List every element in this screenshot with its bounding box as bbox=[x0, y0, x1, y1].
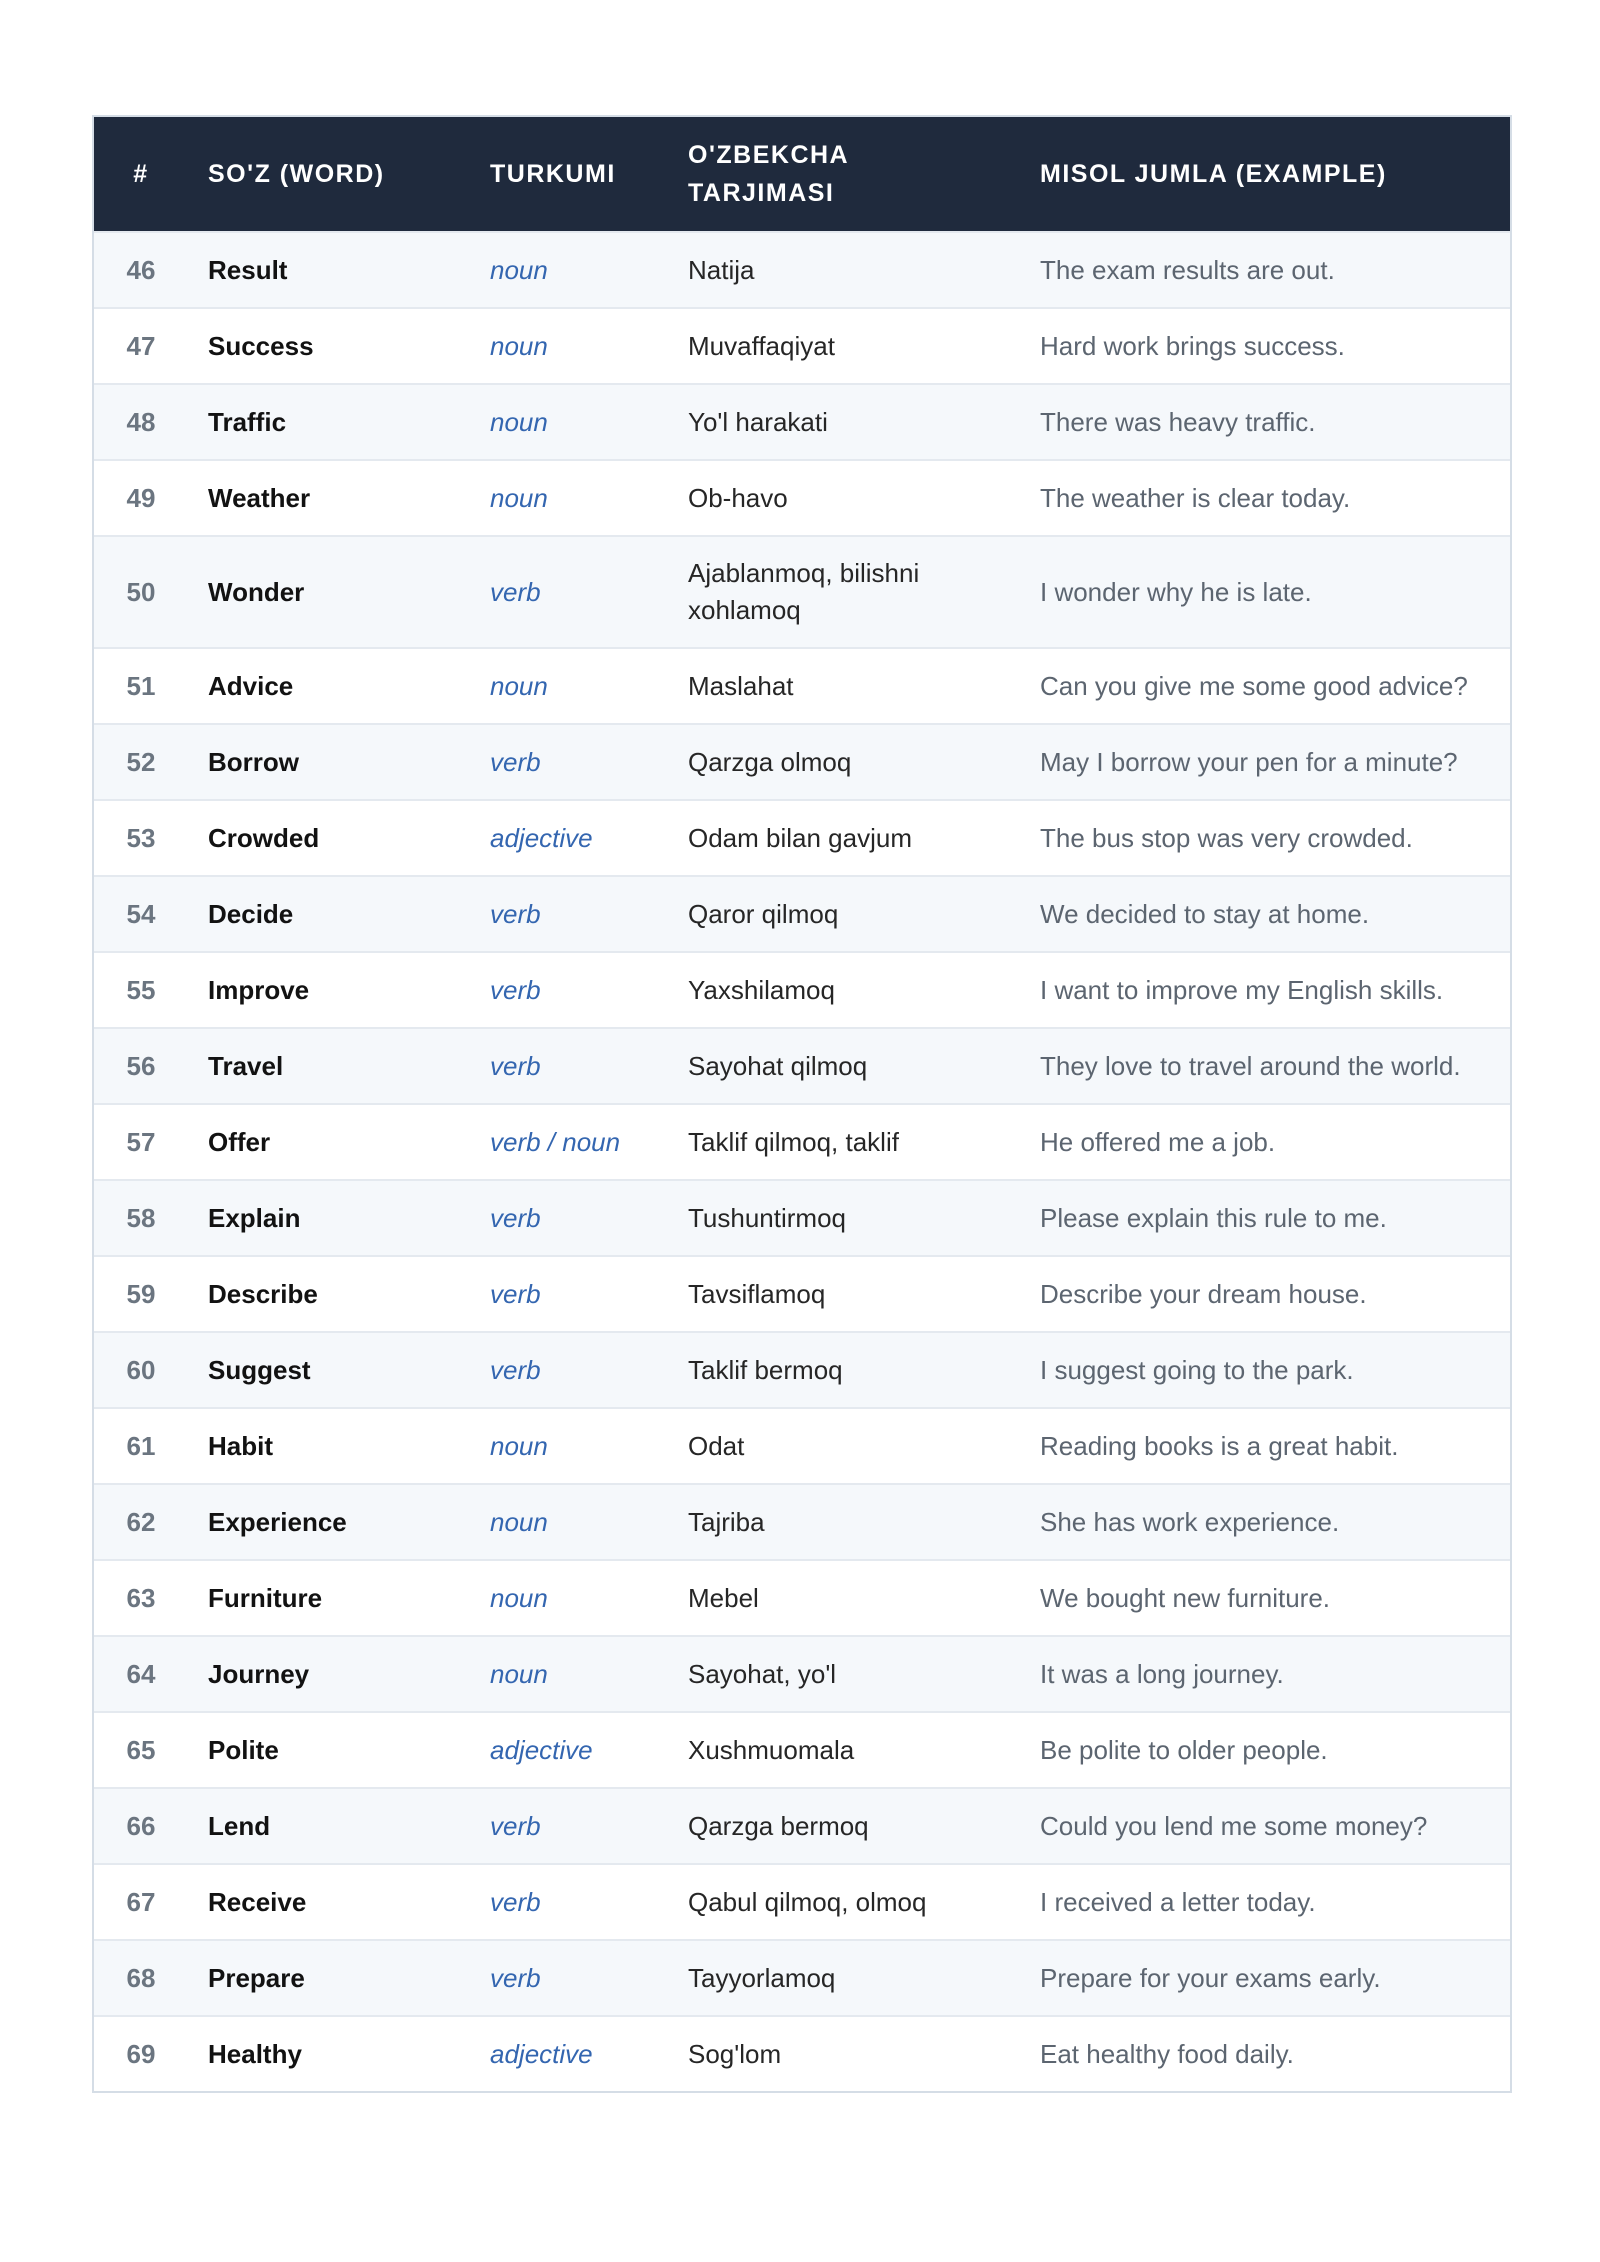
header-part-of-speech: TURKUMI bbox=[490, 160, 616, 188]
example-sentence-cell: Eat healthy food daily. bbox=[1020, 2016, 1512, 2091]
table-row bbox=[94, 1332, 1512, 1408]
uzbek-translation-cell: Sayohat, yo'l bbox=[668, 1636, 1020, 1712]
row-number: 68 bbox=[94, 1940, 188, 2016]
uzbek-translation-cell: Natija bbox=[668, 232, 1020, 308]
part-of-speech-cell: verb bbox=[470, 1256, 668, 1332]
uzbek-translation-cell: Sayohat qilmoq bbox=[668, 1028, 1020, 1104]
word-cell: Borrow bbox=[188, 724, 470, 800]
uzbek-translation-cell: Qaror qilmoq bbox=[668, 876, 1020, 952]
part-of-speech-cell: noun bbox=[470, 460, 668, 536]
word-cell: Crowded bbox=[188, 800, 470, 876]
row-number: 50 bbox=[94, 536, 188, 648]
word-cell: Habit bbox=[188, 1408, 470, 1484]
word-cell: Traffic bbox=[188, 384, 470, 460]
uzbek-translation-cell: Ajablanmoq, bilishni xohlamoq bbox=[668, 536, 1020, 648]
row-number: 58 bbox=[94, 1180, 188, 1256]
table-row bbox=[94, 1788, 1512, 1864]
row-number: 60 bbox=[94, 1332, 188, 1408]
table-row bbox=[94, 648, 1512, 724]
example-sentence-cell: There was heavy traffic. bbox=[1020, 384, 1512, 460]
word-cell: Wonder bbox=[188, 536, 470, 648]
word-cell: Lend bbox=[188, 1788, 470, 1864]
uzbek-translation-cell: Taklif bermoq bbox=[668, 1332, 1020, 1408]
part-of-speech-cell: noun bbox=[470, 384, 668, 460]
uzbek-translation-cell: Tavsiflamoq bbox=[668, 1256, 1020, 1332]
row-number: 55 bbox=[94, 952, 188, 1028]
example-sentence-cell: Can you give me some good advice? bbox=[1020, 648, 1512, 724]
row-number: 66 bbox=[94, 1788, 188, 1864]
example-sentence-cell: Hard work brings success. bbox=[1020, 308, 1512, 384]
word-cell: Prepare bbox=[188, 1940, 470, 2016]
table-header bbox=[94, 117, 1512, 232]
word-cell: Healthy bbox=[188, 2016, 470, 2091]
word-cell: Describe bbox=[188, 1256, 470, 1332]
part-of-speech-cell: noun bbox=[470, 648, 668, 724]
part-of-speech-cell: adjective bbox=[470, 800, 668, 876]
part-of-speech-cell: verb bbox=[470, 1788, 668, 1864]
row-number: 59 bbox=[94, 1256, 188, 1332]
uzbek-translation-cell: Sog'lom bbox=[668, 2016, 1020, 2091]
header-example: MISOL JUMLA (EXAMPLE) bbox=[1040, 160, 1387, 188]
row-number: 49 bbox=[94, 460, 188, 536]
example-sentence-cell: We bought new furniture. bbox=[1020, 1560, 1512, 1636]
row-number: 54 bbox=[94, 876, 188, 952]
part-of-speech-cell: verb bbox=[470, 1864, 668, 1940]
vocabulary-table-container bbox=[92, 115, 1512, 2093]
row-number: 65 bbox=[94, 1712, 188, 1788]
word-cell: Weather bbox=[188, 460, 470, 536]
header-uzbek-translation bbox=[668, 117, 1020, 232]
table-row bbox=[94, 1180, 1512, 1256]
word-cell: Offer bbox=[188, 1104, 470, 1180]
row-number: 62 bbox=[94, 1484, 188, 1560]
table-row bbox=[94, 460, 1512, 536]
example-sentence-cell: Prepare for your exams early. bbox=[1020, 1940, 1512, 2016]
table-row bbox=[94, 536, 1512, 648]
part-of-speech-cell: noun bbox=[470, 1484, 668, 1560]
row-number: 52 bbox=[94, 724, 188, 800]
example-sentence-cell: It was a long journey. bbox=[1020, 1636, 1512, 1712]
row-number: 64 bbox=[94, 1636, 188, 1712]
uzbek-translation-cell: Taklif qilmoq, taklif bbox=[668, 1104, 1020, 1180]
example-sentence-cell: They love to travel around the world. bbox=[1020, 1028, 1512, 1104]
word-cell: Receive bbox=[188, 1864, 470, 1940]
table-body bbox=[94, 232, 1512, 2091]
table-row bbox=[94, 232, 1512, 308]
example-sentence-cell: The exam results are out. bbox=[1020, 232, 1512, 308]
part-of-speech-cell: verb bbox=[470, 724, 668, 800]
table-row bbox=[94, 724, 1512, 800]
row-number: 56 bbox=[94, 1028, 188, 1104]
uzbek-translation-cell: Tayyorlamoq bbox=[668, 1940, 1020, 2016]
part-of-speech-cell: noun bbox=[470, 1560, 668, 1636]
header-uzbek-line2: TARJIMASI bbox=[688, 179, 835, 207]
row-number: 63 bbox=[94, 1560, 188, 1636]
row-number: 57 bbox=[94, 1104, 188, 1180]
table-row bbox=[94, 308, 1512, 384]
table-row bbox=[94, 1636, 1512, 1712]
table-row bbox=[94, 876, 1512, 952]
table-row bbox=[94, 2016, 1512, 2091]
part-of-speech-cell: verb / noun bbox=[470, 1104, 668, 1180]
word-cell: Experience bbox=[188, 1484, 470, 1560]
table-row bbox=[94, 1256, 1512, 1332]
vocabulary-table bbox=[94, 117, 1512, 2091]
uzbek-translation-cell: Maslahat bbox=[668, 648, 1020, 724]
word-cell: Journey bbox=[188, 1636, 470, 1712]
part-of-speech-cell: noun bbox=[470, 1408, 668, 1484]
part-of-speech-cell: verb bbox=[470, 1028, 668, 1104]
example-sentence-cell: The weather is clear today. bbox=[1020, 460, 1512, 536]
uzbek-translation-cell: Muvaffaqiyat bbox=[668, 308, 1020, 384]
table-row bbox=[94, 1408, 1512, 1484]
part-of-speech-cell: verb bbox=[470, 876, 668, 952]
row-number: 51 bbox=[94, 648, 188, 724]
header-number: # bbox=[133, 160, 149, 188]
example-sentence-cell: She has work experience. bbox=[1020, 1484, 1512, 1560]
uzbek-translation-cell: Qarzga bermoq bbox=[668, 1788, 1020, 1864]
header-row bbox=[94, 117, 1512, 232]
part-of-speech-cell: verb bbox=[470, 536, 668, 648]
table-row bbox=[94, 384, 1512, 460]
uzbek-translation-cell: Mebel bbox=[668, 1560, 1020, 1636]
part-of-speech-cell: adjective bbox=[470, 1712, 668, 1788]
table-row bbox=[94, 1028, 1512, 1104]
table-row bbox=[94, 952, 1512, 1028]
uzbek-translation-cell: Tajriba bbox=[668, 1484, 1020, 1560]
part-of-speech-cell: verb bbox=[470, 952, 668, 1028]
example-sentence-cell: The bus stop was very crowded. bbox=[1020, 800, 1512, 876]
uzbek-translation-cell: Qabul qilmoq, olmoq bbox=[668, 1864, 1020, 1940]
uzbek-translation-cell: Odam bilan gavjum bbox=[668, 800, 1020, 876]
example-sentence-cell: Reading books is a great habit. bbox=[1020, 1408, 1512, 1484]
word-cell: Travel bbox=[188, 1028, 470, 1104]
example-sentence-cell: I suggest going to the park. bbox=[1020, 1332, 1512, 1408]
example-sentence-cell: Be polite to older people. bbox=[1020, 1712, 1512, 1788]
word-cell: Furniture bbox=[188, 1560, 470, 1636]
part-of-speech-cell: noun bbox=[470, 308, 668, 384]
row-number: 47 bbox=[94, 308, 188, 384]
table-row bbox=[94, 1712, 1512, 1788]
uzbek-translation-cell: Yo'l harakati bbox=[668, 384, 1020, 460]
row-number: 69 bbox=[94, 2016, 188, 2091]
row-number: 53 bbox=[94, 800, 188, 876]
uzbek-translation-cell: Xushmuomala bbox=[668, 1712, 1020, 1788]
word-cell: Decide bbox=[188, 876, 470, 952]
uzbek-translation-cell: Odat bbox=[668, 1408, 1020, 1484]
table-row bbox=[94, 800, 1512, 876]
header-uzbek-line1: O'ZBEKCHA bbox=[688, 141, 850, 169]
table-row bbox=[94, 1560, 1512, 1636]
table-row bbox=[94, 1484, 1512, 1560]
part-of-speech-cell: verb bbox=[470, 1332, 668, 1408]
word-cell: Polite bbox=[188, 1712, 470, 1788]
uzbek-translation-cell: Ob-havo bbox=[668, 460, 1020, 536]
part-of-speech-cell: verb bbox=[470, 1940, 668, 2016]
row-number: 46 bbox=[94, 232, 188, 308]
part-of-speech-cell: noun bbox=[470, 232, 668, 308]
example-sentence-cell: Please explain this rule to me. bbox=[1020, 1180, 1512, 1256]
word-cell: Suggest bbox=[188, 1332, 470, 1408]
example-sentence-cell: Describe your dream house. bbox=[1020, 1256, 1512, 1332]
example-sentence-cell: We decided to stay at home. bbox=[1020, 876, 1512, 952]
table-row bbox=[94, 1940, 1512, 2016]
word-cell: Explain bbox=[188, 1180, 470, 1256]
word-cell: Improve bbox=[188, 952, 470, 1028]
table-row bbox=[94, 1104, 1512, 1180]
row-number: 67 bbox=[94, 1864, 188, 1940]
row-number: 48 bbox=[94, 384, 188, 460]
word-cell: Success bbox=[188, 308, 470, 384]
example-sentence-cell: I wonder why he is late. bbox=[1020, 536, 1512, 648]
header-word: SO'Z (WORD) bbox=[208, 160, 385, 188]
example-sentence-cell: May I borrow your pen for a minute? bbox=[1020, 724, 1512, 800]
table-row bbox=[94, 1864, 1512, 1940]
part-of-speech-cell: verb bbox=[470, 1180, 668, 1256]
example-sentence-cell: I want to improve my English skills. bbox=[1020, 952, 1512, 1028]
row-number: 61 bbox=[94, 1408, 188, 1484]
part-of-speech-cell: adjective bbox=[470, 2016, 668, 2091]
word-cell: Result bbox=[188, 232, 470, 308]
uzbek-translation-cell: Tushuntirmoq bbox=[668, 1180, 1020, 1256]
example-sentence-cell: I received a letter today. bbox=[1020, 1864, 1512, 1940]
uzbek-translation-cell: Yaxshilamoq bbox=[668, 952, 1020, 1028]
example-sentence-cell: He offered me a job. bbox=[1020, 1104, 1512, 1180]
example-sentence-cell: Could you lend me some money? bbox=[1020, 1788, 1512, 1864]
part-of-speech-cell: noun bbox=[470, 1636, 668, 1712]
word-cell: Advice bbox=[188, 648, 470, 724]
uzbek-translation-cell: Qarzga olmoq bbox=[668, 724, 1020, 800]
